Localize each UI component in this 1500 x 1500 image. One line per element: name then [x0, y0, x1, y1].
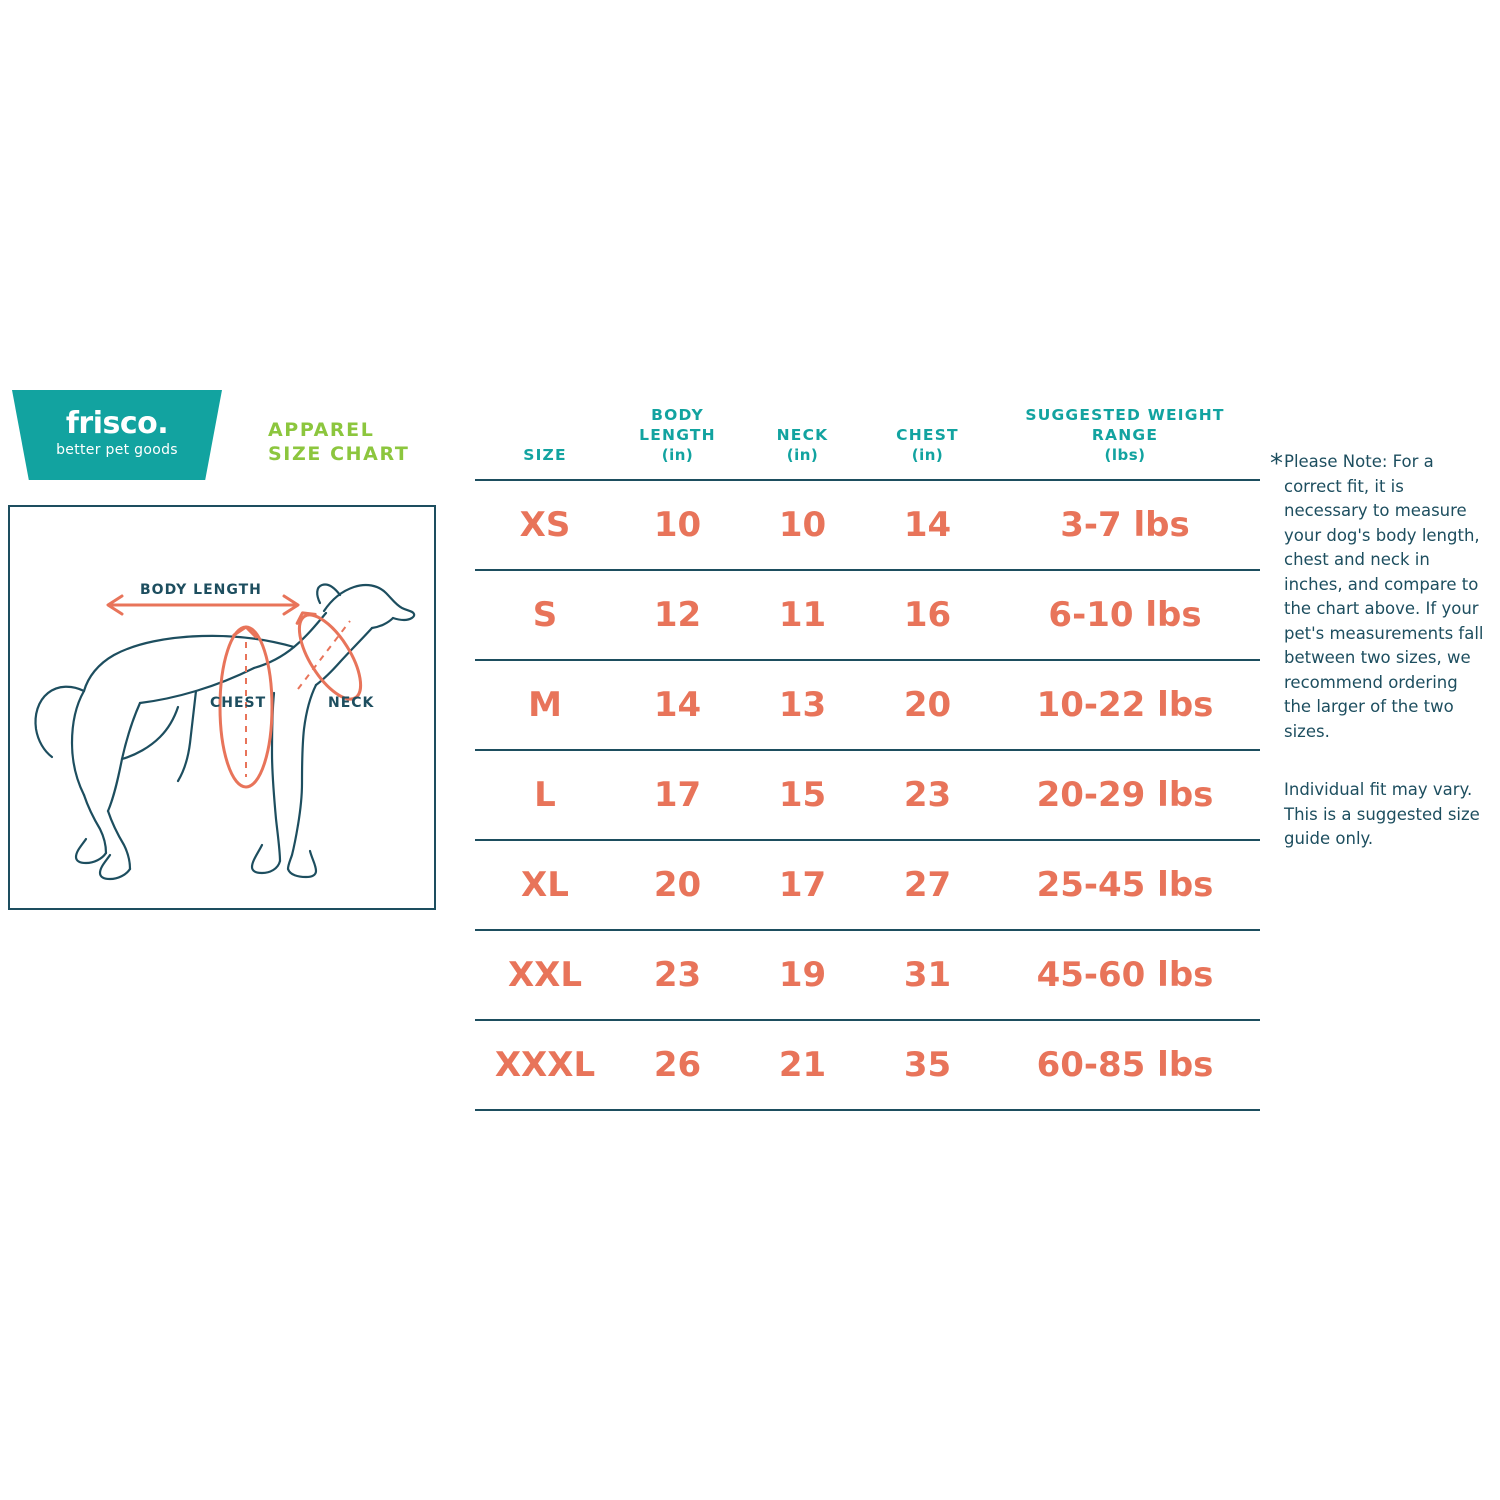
table-row	[475, 570, 1260, 660]
cell-neck: 13	[740, 660, 865, 750]
table-row	[475, 480, 1260, 570]
table-header	[475, 405, 1260, 480]
cell-body-length: 14	[615, 660, 740, 750]
column-header-size	[475, 405, 615, 480]
table-row	[475, 660, 1260, 750]
dog-outline-icon	[36, 584, 415, 879]
cell-size: M	[475, 660, 615, 750]
cell-chest: 35	[865, 1020, 990, 1110]
column-header-weight	[990, 405, 1260, 480]
cell-weight: 45-60 lbs	[990, 930, 1260, 1020]
column-header-body-length-unit: (in)	[661, 446, 694, 464]
table-body	[475, 480, 1260, 1110]
cell-body-length: 12	[615, 570, 740, 660]
column-header-neck-label: NECK	[776, 426, 829, 444]
cell-neck: 10	[740, 480, 865, 570]
cell-weight: 20-29 lbs	[990, 750, 1260, 840]
cell-body-length: 23	[615, 930, 740, 1020]
column-header-body-length-label: BODY LENGTH	[639, 406, 716, 444]
page-title	[268, 418, 409, 466]
table-row	[475, 750, 1260, 840]
page-title-line1: APPAREL	[268, 419, 375, 441]
body-length-arrow-icon	[108, 596, 298, 614]
cell-weight: 25-45 lbs	[990, 840, 1260, 930]
cell-size: XXL	[475, 930, 615, 1020]
neck-label: NECK	[328, 695, 375, 711]
cell-chest: 31	[865, 930, 990, 1020]
cell-size: XS	[475, 480, 615, 570]
cell-chest: 27	[865, 840, 990, 930]
cell-chest: 23	[865, 750, 990, 840]
cell-body-length: 26	[615, 1020, 740, 1110]
note-block	[1270, 449, 1484, 852]
cell-neck: 11	[740, 570, 865, 660]
cell-weight: 10-22 lbs	[990, 660, 1260, 750]
page-title-line2: SIZE CHART	[268, 443, 410, 465]
cell-body-length: 10	[615, 480, 740, 570]
cell-weight: 3-7 lbs	[990, 480, 1260, 570]
column-header-neck-unit: (in)	[786, 446, 819, 464]
cell-size: XXXL	[475, 1020, 615, 1110]
brand-name: frisco.	[65, 406, 169, 441]
cell-neck: 21	[740, 1020, 865, 1110]
cell-chest: 16	[865, 570, 990, 660]
chest-label: CHEST	[210, 695, 267, 711]
column-header-chest-unit: (in)	[911, 446, 944, 464]
body-length-label: BODY LENGTH	[140, 582, 262, 598]
column-header-weight-unit: (lbs)	[1104, 446, 1146, 464]
table-row	[475, 1020, 1260, 1110]
brand-badge	[12, 390, 222, 480]
cell-size: S	[475, 570, 615, 660]
dog-measurement-diagram	[8, 505, 436, 910]
note-asterisk: *	[1270, 449, 1283, 479]
dog-diagram-svg	[10, 507, 434, 908]
cell-chest: 14	[865, 480, 990, 570]
table-row	[475, 930, 1260, 1020]
brand-tagline: better pet goods	[56, 442, 178, 458]
column-header-size-label: SIZE	[523, 446, 567, 464]
cell-size: XL	[475, 840, 615, 930]
column-header-weight-label: SUGGESTED WEIGHT RANGE	[1025, 406, 1225, 444]
column-header-chest-label: CHEST	[896, 426, 959, 444]
neck-loop-icon	[285, 602, 372, 708]
cell-weight: 6-10 lbs	[990, 570, 1260, 660]
size-chart-table	[475, 405, 1260, 1111]
cell-chest: 20	[865, 660, 990, 750]
note-secondary-text: Individual fit may vary. This is a suggested size guide only.	[1284, 780, 1480, 848]
cell-size: L	[475, 750, 615, 840]
cell-neck: 17	[740, 840, 865, 930]
note-primary-text: Please Note: For a correct fit, it is necessary to measure your dog's body length, chest and neck in inches, and compare to the chart above. If your pet's measurements fall between two sizes, we recommend ordering the larger of the two sizes.	[1284, 452, 1484, 741]
cell-neck: 15	[740, 750, 865, 840]
cell-neck: 19	[740, 930, 865, 1020]
cell-body-length: 17	[615, 750, 740, 840]
cell-weight: 60-85 lbs	[990, 1020, 1260, 1110]
column-header-chest	[865, 405, 990, 480]
cell-body-length: 20	[615, 840, 740, 930]
column-header-body-length	[615, 405, 740, 480]
table-row	[475, 840, 1260, 930]
table-header-row	[475, 405, 1260, 480]
column-header-neck	[740, 405, 865, 480]
